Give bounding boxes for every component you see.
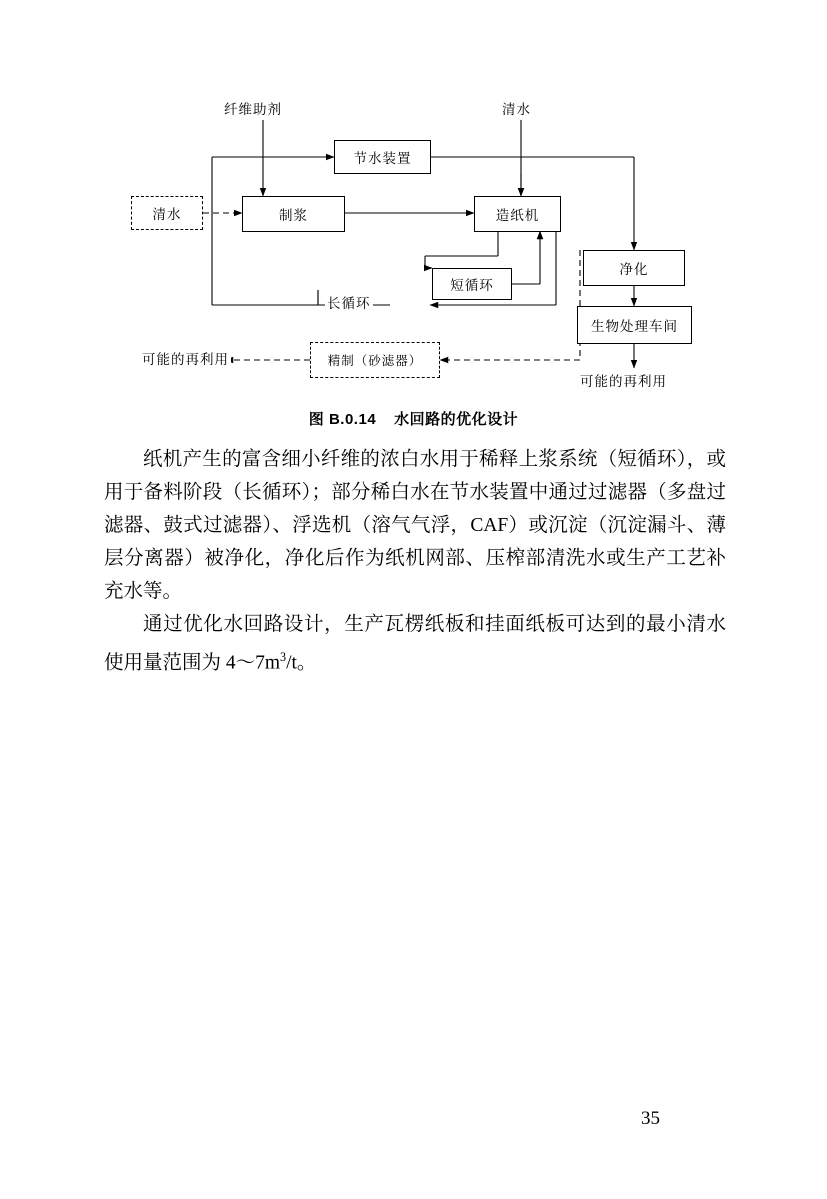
figure-caption-number: 图 B.0.14 — [308, 411, 377, 428]
label-possible-reuse-bottom: 可能的再利用 — [578, 370, 669, 390]
figure-caption-title: 水回路的优化设计 — [394, 411, 519, 428]
page-number: 35 — [641, 1108, 660, 1129]
node-paper-machine: 造纸机 — [474, 196, 561, 232]
paragraph-2-part2: /t。 — [286, 652, 317, 674]
paragraph-2 — [104, 608, 726, 680]
paragraph-2-superscript: 3 — [280, 650, 287, 664]
node-purification: 净化 — [583, 250, 685, 286]
node-pulping: 制浆 — [242, 196, 345, 232]
label-fiber-aid: 纤维助剂 — [222, 98, 284, 118]
body-text — [104, 443, 726, 680]
paragraph-2-part1: 通过优化水回路设计，生产瓦楞纸板和挂面纸板可达到的最小清水使用量范围为 4～7m — [104, 614, 726, 674]
paragraph-1: 纸机产生的富含细小纤维的浓白水用于稀释上浆系统（短循环），或用于备料阶段（长循环）；部分稀白水在节水装置中通过过滤器（多盘过滤器、鼓式过滤器）、浮选机（溶气气浮，CAF）或沉淀（沉淀漏斗、薄层分离器）被净化，净化后作为纸机网部、压榨部清洗水或生产工艺补充水等。 — [104, 449, 726, 602]
page-number-container — [0, 1108, 827, 1130]
figure-caption — [0, 408, 827, 429]
label-possible-reuse-left: 可能的再利用 — [140, 348, 231, 368]
figure-water-loop-diagram — [0, 70, 827, 400]
node-refining-sand-filter: 精制（砂滤器） — [310, 342, 440, 378]
label-fresh-water-top: 清水 — [500, 98, 533, 118]
node-short-loop: 短循环 — [432, 268, 512, 300]
node-fresh-water-left: 清水 — [131, 196, 203, 230]
node-bio-treatment-workshop: 生物处理车间 — [577, 306, 692, 344]
label-long-loop: 长循环 — [325, 292, 373, 312]
node-water-saving-device: 节水装置 — [334, 140, 431, 174]
